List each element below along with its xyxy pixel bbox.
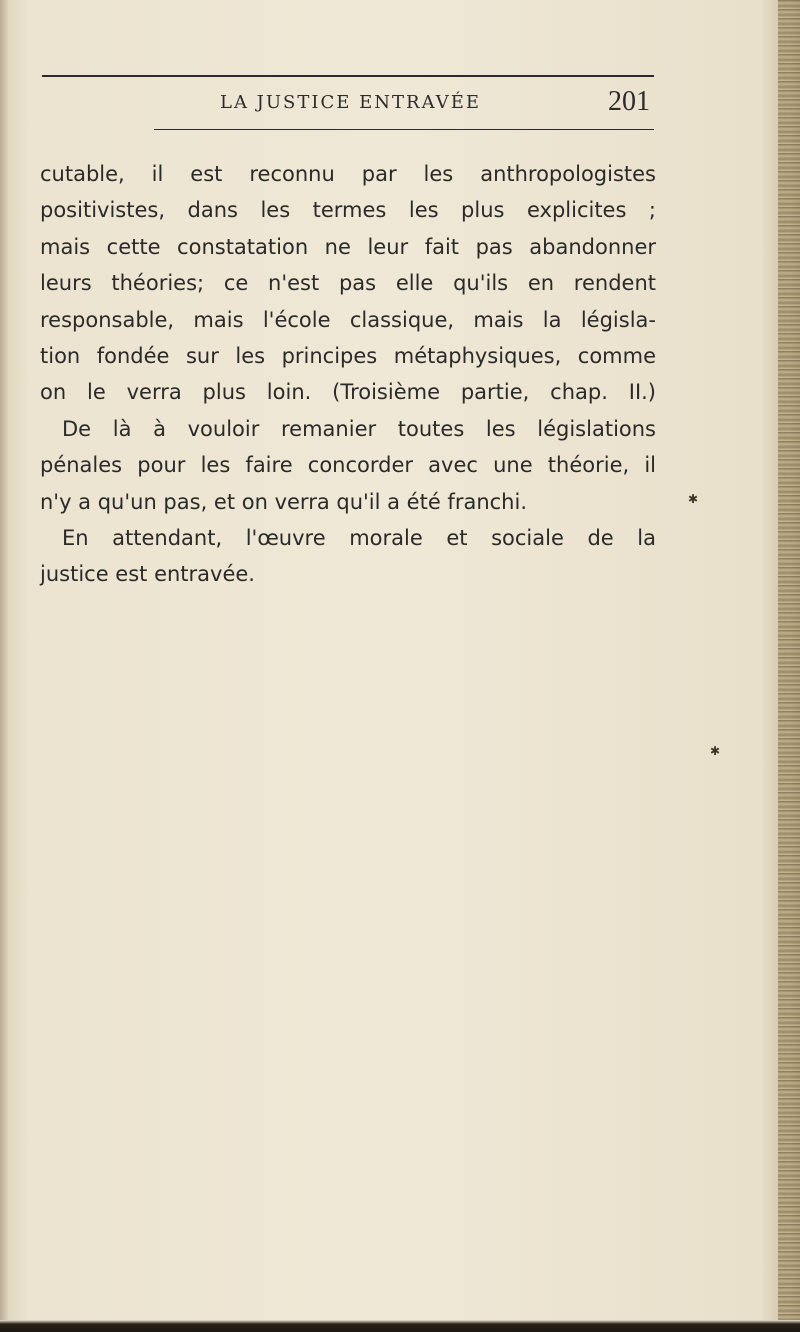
text-line: positivistes, dans les termes les plus explicites ;	[40, 198, 656, 223]
text-line: mais cette constatation ne leur fait pas abandonner	[40, 234, 656, 259]
ink-speck: ✱	[710, 744, 721, 758]
page-bottom-edge	[0, 1320, 800, 1332]
paragraph-first-line: De là à vouloir remanier toutes les législations	[62, 416, 656, 441]
text-line: on le verra plus loin. (Troisième partie, chap. II.)	[40, 380, 656, 405]
header-rule-bottom	[154, 129, 654, 130]
text-line: tion fondée sur les principes métaphysiques, comme	[40, 343, 656, 368]
ink-speck: ✱	[688, 492, 699, 506]
body-text	[40, 156, 656, 593]
page-right-edge	[778, 0, 800, 1332]
text-line: responsable, mais l'école classique, mais la législa-	[40, 307, 656, 332]
paragraph-last-line: n'y a qu'un pas, et on verra qu'il a été franchi.	[40, 489, 527, 514]
page-left-edge	[0, 0, 8, 1332]
text-line: cutable, il est reconnu par les anthropologistes	[40, 162, 656, 186]
header-rule-top	[42, 75, 654, 77]
paragraph-last-line: justice est entravée.	[40, 562, 255, 587]
running-title: LA JUSTICE ENTRAVÉE	[220, 92, 481, 113]
text-line: leurs théories; ce n'est pas elle qu'ils en rendent	[40, 271, 656, 296]
text-line: pénales pour les faire concorder avec une théorie, il	[40, 453, 656, 478]
paragraph-first-line: En attendant, l'œuvre morale et sociale de la	[62, 525, 656, 550]
page-number: 201	[608, 86, 650, 117]
